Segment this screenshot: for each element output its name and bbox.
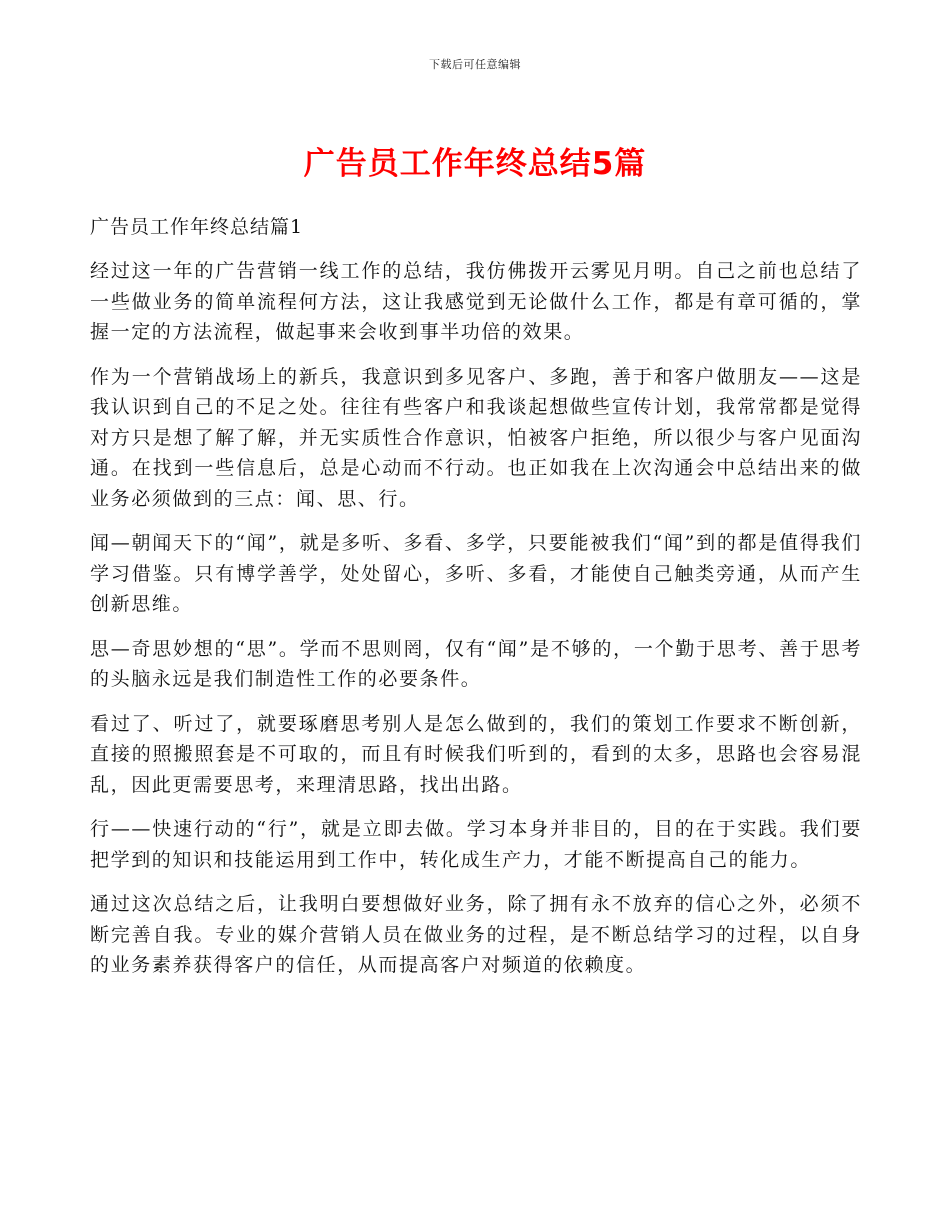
section-heading: 广告员工作年终总结篇1 bbox=[90, 216, 304, 238]
paragraph-1: 经过这一年的广告营销一线工作的总结，我仿佛拨开云雾见月明。自己之前也总结了一些做业务的简单流程何方法，这让我感觉到无论做什么工作，都是有章可循的，掌握一定的方法流程，做起事来会收到事半功倍的效果。 bbox=[90, 260, 862, 343]
document-title: 广告员工作年终总结5篇 bbox=[303, 146, 647, 182]
header-note: 下载后可任意编辑 bbox=[429, 58, 521, 71]
paragraph-2: 作为一个营销战场上的新兵，我意识到多见客户、多跑，善于和客户做朋友——这是我认识到自己的不足之处。往往有些客户和我谈起想做些宣传计划，我常常都是觉得对方只是想了解了解，并无实质性合作意识，怕被客户拒绝，所以很少与客户见面沟通。在找到一些信息后，总是心动而不行动。也正如我在上次沟通会中总结出来的做业务必须做到的三点：闻、思、行。 bbox=[90, 365, 862, 510]
document-body bbox=[90, 212, 862, 995]
paragraph-6: 行——快速行动的“行”，就是立即去做。学习本身并非目的，目的在于实践。我们要把学到的知识和技能运用到工作中，转化成生产力，才能不断提高自己的能力。 bbox=[90, 818, 862, 871]
paragraph-7: 通过这次总结之后，让我明白要想做好业务，除了拥有永不放弃的信心之外，必须不断完善自我。专业的媒介营销人员在做业务的过程，是不断总结学习的过程，以自身的业务素养获得客户的信任，从而提高客户对频道的依赖度。 bbox=[90, 893, 862, 976]
paragraph-5: 看过了、听过了，就要琢磨思考别人是怎么做到的，我们的策划工作要求不断创新，直接的照搬照套是不可取的，而且有时候我们听到的，看到的太多，思路也会容易混乱，因此更需要思考，来理清思路，找出出路。 bbox=[90, 712, 862, 796]
paragraph-3: 闻—朝闻天下的“闻”，就是多听、多看、多学，只要能被我们“闻”到的都是值得我们学习借鉴。只有博学善学，处处留心，多听、多看，才能使自己触类旁通，从而产生创新思维。 bbox=[90, 532, 862, 615]
paragraph-4: 思—奇思妙想的“思”。学而不思则罔，仅有“闻”是不够的，一个勤于思考、善于思考的头脑永远是我们制造性工作的必要条件。 bbox=[90, 637, 862, 690]
